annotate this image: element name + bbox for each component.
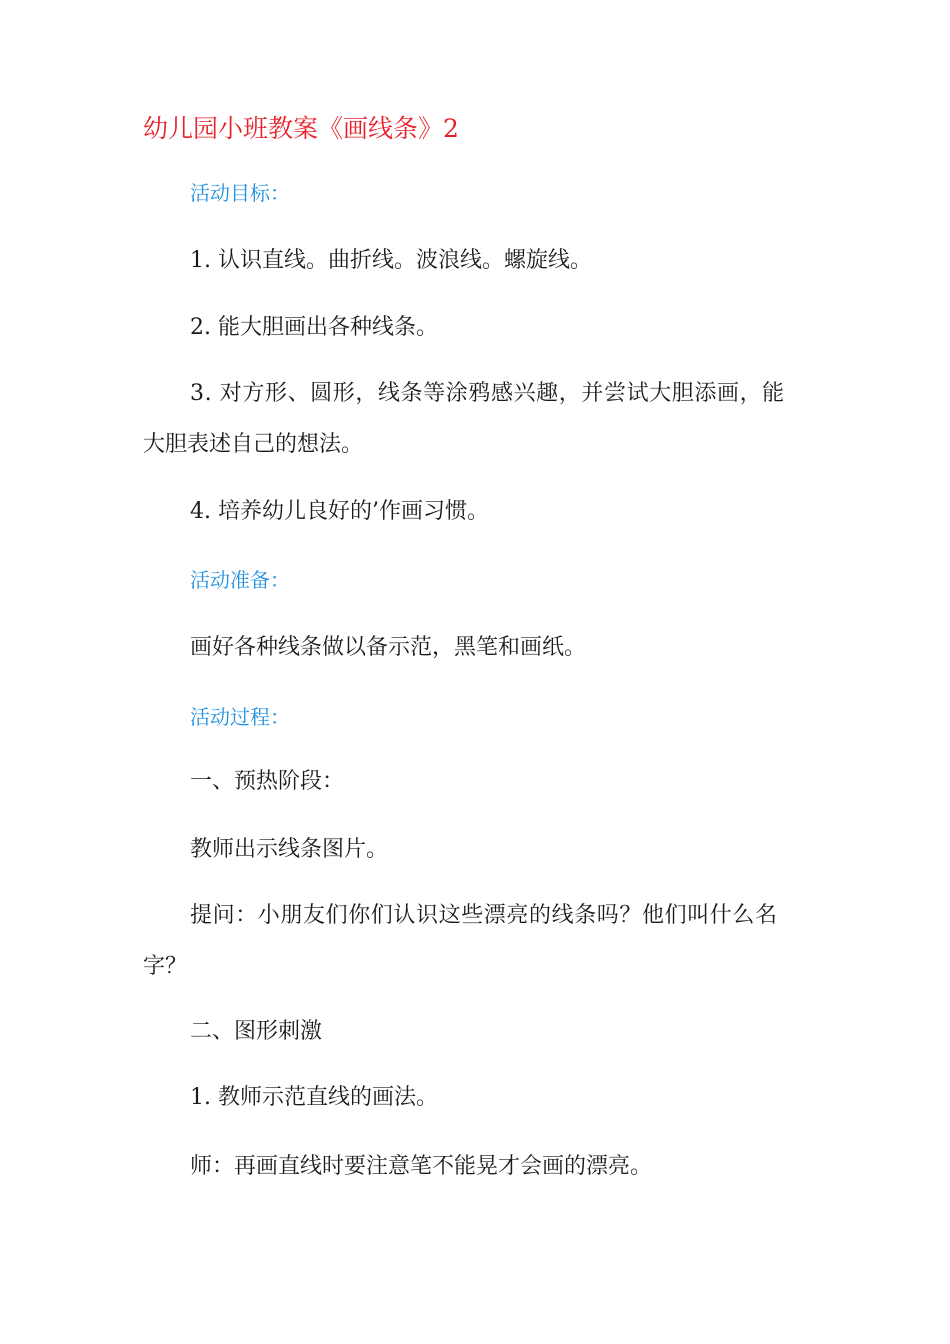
process-teacher-note: 师：再画直线时要注意笔不能晃才会画的漂亮。 [190,1154,653,1179]
process-question-continued: 字？ [143,954,188,979]
process-question: 提问：小朋友们你们认识这些漂亮的线条吗？他们叫什么名 [190,903,778,928]
process-teacher-shows: 教师出示线条图片。 [190,837,389,862]
process-demo-straight-line: 1. 教师示范直线的画法。 [190,1085,438,1110]
process-heading: 活动过程： [190,705,290,729]
goal-item-1: 1. 认识直线。曲折线。波浪线。螺旋线。 [190,248,592,273]
document-title: 幼儿园小班教案《画线条》2 [143,114,459,143]
goal-item-3-continued: 大胆表述自己的想法。 [143,432,364,457]
goal-item-2: 2. 能大胆画出各种线条。 [190,315,438,340]
goal-item-3: 3. 对方形、圆形，线条等涂鸦感兴趣，并尝试大胆添画，能 [190,381,785,406]
prep-text: 画好各种线条做以备示范，黑笔和画纸。 [190,635,587,660]
process-step-warmup: 一、预热阶段： [190,769,345,794]
prep-heading: 活动准备： [190,568,290,592]
goals-heading: 活动目标： [190,181,290,205]
goal-item-4: 4. 培养幼儿良好的’作画习惯。 [190,499,489,524]
process-step-graphics: 二、图形刺激 [190,1019,323,1044]
